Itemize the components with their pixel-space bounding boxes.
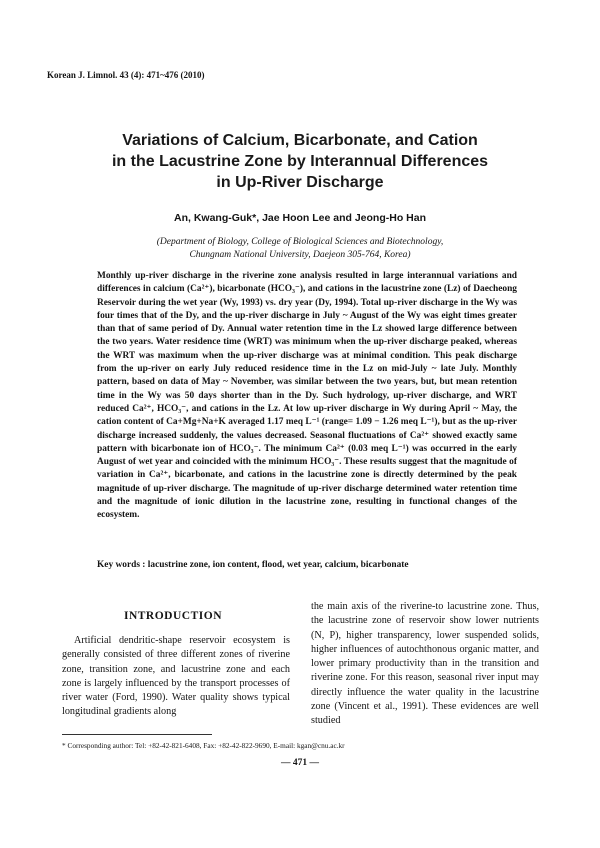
journal-reference: Korean J. Limnol. 43 (4): 471~476 (2010) <box>47 70 205 80</box>
affiliation <box>60 236 540 262</box>
author-list: An, Kwang-Guk*, Jae Hoon Lee and Jeong-Ho Han <box>173 212 427 224</box>
affiliation-line-2: Chungnam National University, Daejeon 305-764, Korea) <box>189 250 411 260</box>
section-heading-introduction: INTRODUCTION <box>123 610 222 622</box>
title-line-2: in the Lacustrine Zone by Interannual Differences <box>111 153 489 170</box>
footnote-divider <box>62 734 212 735</box>
title-line-1: Variations of Calcium, Bicarbonate, and Cation <box>122 132 478 149</box>
abstract-text: Monthly up-river discharge in the riverine zone analysis resulted in large interannual variations and differences in calcium (Ca²⁺), bicarbonate (HCO₃⁻), and cations in the lacustrine zone (Lz) of Daecheong Reservoir during the wet year (Wy, 1993) vs. dry year (Dy, 1994). Total up-river discharge in the Wy was four times that of the Dy, and the up-river discharge in July ~ August of the Wy was eight times greater than that of same period of Dy. Annual water retention time in the Lz showed large difference between the two years. Water residence time (WRT) was minimum when the up-river discharge peaked, whereas the WRT was maximum when the up-river discharge was at minimal condition. This peak discharge from the up-river on early July reduced residence time in the Lz on mid-July ~ late July. Monthly pattern, based on data of May ~ November, was similar between the two years, but, but mean retention time in the Wy was 50 days shorter than in the Dy. Such hydrology, up-river discharge, and WRT reduced Ca²⁺, HCO₃⁻, and cations in the Lz. At low up-river discharge in Wy during April ~ May, the cation content of Ca+Mg+Na+K averaged 1.17 meq L⁻¹ (range= 1.09 − 1.26 meq L⁻¹), but as the up-river discharge increased suddenly, the values decreased. Seasonal fluctuations of Ca²⁺ showed exactly same pattern with bicarbonate ion of HCO₃⁻. The minimum Ca²⁺ (0.03 meq L⁻¹) was occurred in the early August of wet year and coincided with the minimum HCO₃⁻. These results suggest that the magnitude of variation in Ca²⁺, bicarbonate, and cations in the lacustrine zone is directly determined by the peak magnitude of up-river discharge. The magnitude of up-river discharge determined water retention time and the magnitude of ionic dilution in the lacustrine zone, resulting in functional changes of the ecosystem. <box>97 271 517 521</box>
corresponding-author-footnote: * Corresponding author: Tel: +82-42-821-6408, Fax: +82-42-822-9690, E-mail: kgan@cnu.ac.kr <box>62 741 345 750</box>
affiliation-line-1: (Department of Biology, College of Biological Sciences and Biotechnology, <box>156 237 444 247</box>
intro-paragraph-right: the main axis of the riverine-to lacustrine zone. Thus, the lacustrine zone of reservoir show lower nutrients (N, P), higher transparency, lower suspended solids, higher influences of autochthonous organic matter, and lower primary productivity than in the transition and riverine zone. For this reason, seasonal river input may directly influence the water quality in the lacustrine zone (Vincent et al., 1991). These evidences are well studied <box>311 601 539 727</box>
title-line-3: in Up-River Discharge <box>216 174 384 191</box>
paper-title <box>60 130 540 193</box>
page-number: — 471 — <box>281 758 319 768</box>
intro-paragraph-left: Artificial dendritic-shape reservoir ecosystem is generally consisted of three different zones of riverine zone, transition zone, and lacustrine zone and each zone is largely influenced by the transport processes of river water (Ford, 1990). Water quality shows typical longitudinal gradients along <box>62 635 290 718</box>
keywords: Key words : lacustrine zone, ion content, flood, wet year, calcium, bicarbonate <box>97 560 409 570</box>
